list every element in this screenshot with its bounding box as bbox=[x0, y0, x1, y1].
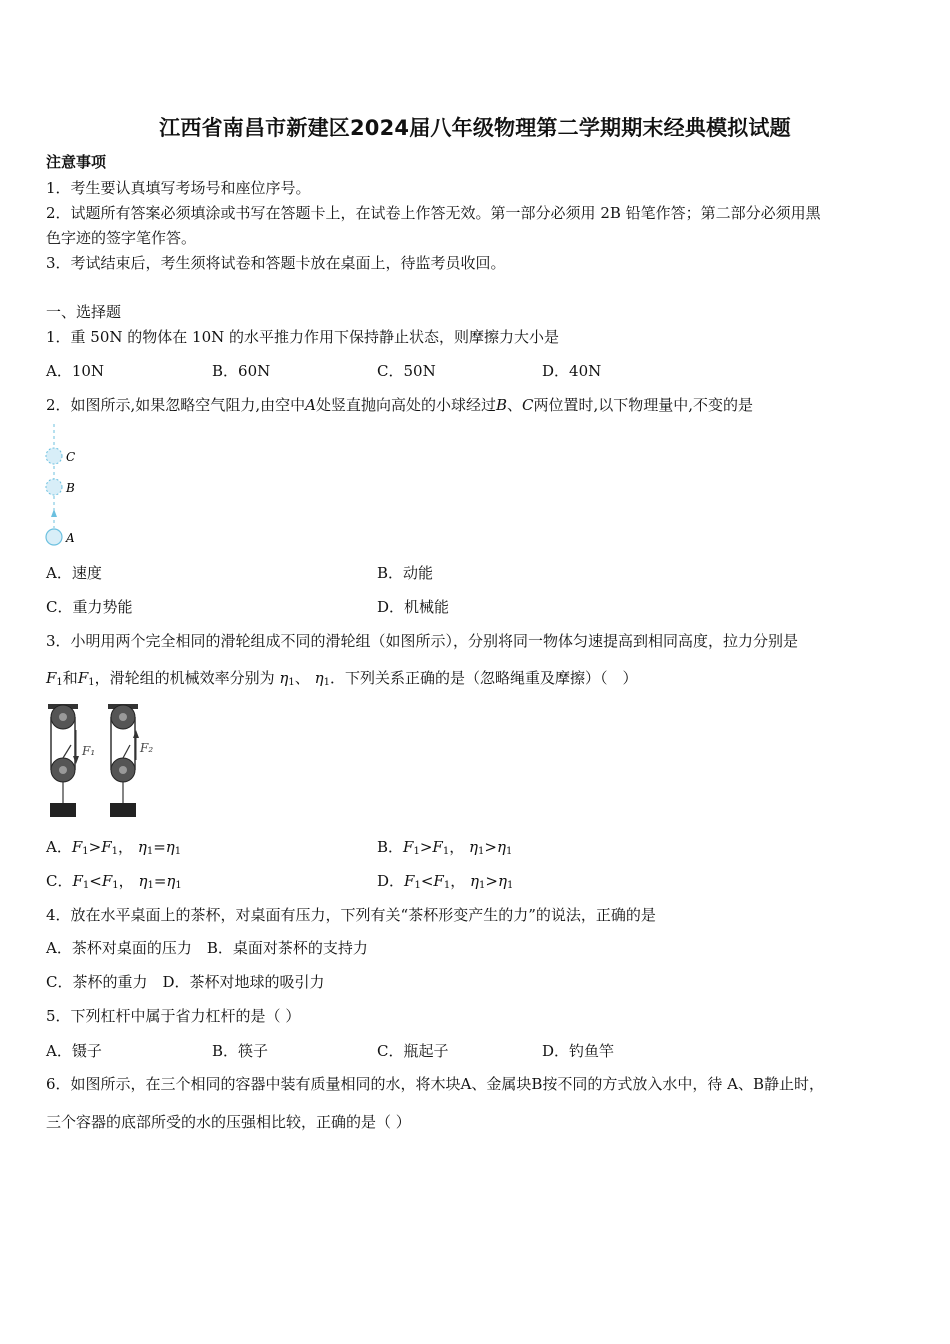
q3-opt-d-f1: F bbox=[404, 872, 415, 890]
q5-option-b: B．筷子 bbox=[212, 1042, 269, 1060]
q6-stem-line2: 三个容器的底部所受的水的压强相比较，正确的是（ ） bbox=[46, 1113, 411, 1131]
q3-opt-c-eta2-sub: 1 bbox=[175, 880, 182, 891]
q3-opt-a-eta2: η bbox=[165, 838, 175, 856]
q3-opt-d-eta1-sub: 1 bbox=[479, 880, 486, 891]
q3-eta1-sub: 1 bbox=[288, 677, 295, 688]
q3-opt-a-f1: F bbox=[71, 838, 83, 856]
q3-opt-a-rel1: > bbox=[88, 838, 102, 856]
q3-opt-c-f1: F bbox=[72, 872, 83, 890]
q3-opt-d-eta1: η bbox=[470, 872, 479, 890]
q4-stem: 4．放在水平桌面上的茶杯，对桌面有压力，下列有关“茶杯形变产生的力”的说法，正确的是 bbox=[46, 906, 656, 924]
q3-opt-d-f1-sub: 1 bbox=[414, 880, 421, 891]
q3-opt-b-f1: F bbox=[403, 838, 414, 856]
q3-opt-c-rel2: = bbox=[153, 872, 167, 890]
q3-opt-a-f2: F bbox=[101, 838, 112, 856]
q3-opt-b-rel2: > bbox=[484, 838, 497, 856]
notice-item-2: 2．试题所有答案必须填涂或书写在答题卡上，在试卷上作答无效。第一部分必须用 2B 铅笔作答；第二部分必须用黑 bbox=[46, 204, 821, 222]
q2-ball-figure bbox=[40, 420, 100, 550]
q3-stem-line2 bbox=[46, 668, 637, 693]
q3-eta1: η bbox=[279, 669, 289, 687]
fig-label-c: C bbox=[66, 450, 76, 464]
q3-opt-c-f2: F bbox=[101, 872, 113, 890]
q4-options-line1: A．茶杯对桌面的压力 B．桌面对茶杯的支持力 bbox=[46, 939, 368, 957]
section-heading: 一、选择题 bbox=[46, 303, 122, 321]
q3-opt-c-f1-sub: 1 bbox=[82, 880, 90, 891]
q3-opt-b-label: B． bbox=[377, 838, 404, 856]
q2-stem-prefix: 2．如图所示,如果忽略空气阻力,由空中 bbox=[46, 396, 306, 414]
q2-stem-mid: 处竖直抛向高处的小球经过 bbox=[315, 396, 496, 414]
q3-eta2-sub: 1 bbox=[323, 677, 330, 688]
q3-opt-d-f2-sub: 1 bbox=[443, 880, 451, 891]
q3-stem-line1: 3．小明用两个完全相同的滑轮组成不同的滑轮组（如图所示），分别将同一物体匀速提高到相同高度，拉力分别是 bbox=[46, 632, 799, 650]
q3-f2: F bbox=[77, 669, 89, 687]
q3-opt-b-eta1: η bbox=[469, 838, 478, 856]
notice-heading: 注意事项 bbox=[46, 153, 107, 171]
q3-f1: F bbox=[46, 669, 57, 687]
q2-option-d: D．机械能 bbox=[377, 598, 450, 616]
q3-opt-b-f2: F bbox=[432, 838, 443, 856]
q3-opt-a-rel2: = bbox=[153, 838, 166, 856]
q3-comma: 、 bbox=[294, 669, 310, 687]
q3-option-a bbox=[46, 837, 181, 862]
q3-opt-d-eta2-sub: 1 bbox=[506, 880, 514, 891]
q4-options-line2: C．茶杯的重力 D．茶杯对地球的吸引力 bbox=[46, 973, 325, 991]
q3-opt-a-eta1: η bbox=[137, 838, 147, 856]
q2-point-a: A bbox=[305, 396, 316, 414]
q1-option-c: C．50N bbox=[377, 362, 436, 380]
q3-opt-c-eta1: η bbox=[138, 872, 148, 890]
q3-option-d bbox=[377, 871, 513, 896]
q3-opt-b-eta2: η bbox=[496, 838, 506, 856]
notice-item-1: 1．考生要认真填写考场号和座位序号。 bbox=[46, 179, 311, 197]
q1-option-a: A．10N bbox=[46, 362, 105, 380]
q3-opt-b-f1-sub: 1 bbox=[413, 846, 420, 857]
q2-option-c: C．重力势能 bbox=[46, 598, 133, 616]
q2-stem bbox=[46, 395, 753, 415]
q3-opt-d-rel2: > bbox=[485, 872, 498, 890]
q2-option-a: A．速度 bbox=[46, 564, 102, 582]
q3-opt-c-rel1: < bbox=[89, 872, 102, 890]
q3-opt-a-f2-sub: 1 bbox=[111, 846, 119, 857]
q2-option-b: B．动能 bbox=[377, 564, 434, 582]
q3-and: 和 bbox=[62, 669, 78, 687]
fig-label-a: A bbox=[66, 531, 75, 545]
q3-option-c bbox=[46, 871, 182, 896]
q3-opt-b-eta1-sub: 1 bbox=[478, 846, 485, 857]
q3-opt-d-eta2: η bbox=[497, 872, 507, 890]
q3-f2-sub: 1 bbox=[88, 677, 95, 688]
q2-point-b: B bbox=[495, 396, 507, 414]
q3-f1-sub: 1 bbox=[56, 677, 63, 688]
notice-item-2-cont: 色字迹的签字笔作答。 bbox=[46, 229, 197, 247]
q2-stem-suffix: 两位置时,以下物理量中,不变的是 bbox=[533, 396, 754, 414]
fig-label-f1: F₁ bbox=[82, 744, 96, 758]
q2-sep: 、 bbox=[506, 396, 522, 414]
q3-opt-c-sep: ， bbox=[118, 872, 134, 890]
q3-text-mid: ，滑轮组的机械效率分别为 bbox=[94, 669, 275, 687]
fig-label-f2: F₂ bbox=[140, 741, 154, 755]
q3-opt-c-f2-sub: 1 bbox=[112, 880, 119, 891]
q3-opt-d-rel1: < bbox=[420, 872, 434, 890]
q5-option-c: C．瓶起子 bbox=[377, 1042, 449, 1060]
q3-opt-d-sep: ， bbox=[450, 872, 466, 890]
q3-opt-b-f2-sub: 1 bbox=[442, 846, 450, 857]
q3-opt-a-label: A． bbox=[46, 838, 72, 856]
q3-opt-c-eta1-sub: 1 bbox=[147, 880, 154, 891]
fig-label-b: B bbox=[66, 481, 75, 495]
q3-opt-a-eta2-sub: 1 bbox=[174, 846, 182, 857]
q2-point-c: C bbox=[522, 396, 534, 414]
q3-option-b bbox=[377, 837, 512, 862]
q3-text-end: ．下列关系正确的是（忽略绳重及摩擦）（ ） bbox=[329, 669, 638, 687]
q5-option-a: A．镊子 bbox=[46, 1042, 102, 1060]
notice-item-3: 3．考试结束后，考生须将试卷和答题卡放在桌面上，待监考员收回。 bbox=[46, 254, 506, 272]
q3-opt-d-label: D． bbox=[377, 872, 405, 890]
q3-opt-a-f1-sub: 1 bbox=[82, 846, 89, 857]
q3-opt-b-eta2-sub: 1 bbox=[505, 846, 513, 857]
q5-option-d: D．钓鱼竿 bbox=[542, 1042, 615, 1060]
q3-pulley-figure bbox=[40, 700, 170, 822]
q3-opt-a-sep: ， bbox=[118, 838, 134, 856]
q3-opt-d-f2: F bbox=[433, 872, 444, 890]
q3-opt-b-rel1: > bbox=[419, 838, 433, 856]
q3-opt-c-label: C． bbox=[46, 872, 73, 890]
q1-option-d: D．40N bbox=[542, 362, 602, 380]
q1-stem: 1．重 50N 的物体在 10N 的水平推力作用下保持静止状态，则摩擦力大小是 bbox=[46, 328, 560, 346]
q3-opt-a-eta1-sub: 1 bbox=[146, 846, 154, 857]
q6-stem-line1: 6．如图所示，在三个相同的容器中装有质量相同的水，将木块A、金属块B按不同的方式放入水中，待 A、B静止时， bbox=[46, 1075, 825, 1093]
q3-opt-b-sep: ， bbox=[449, 838, 465, 856]
q5-stem: 5．下列杠杆中属于省力杠杆的是（ ） bbox=[46, 1007, 301, 1025]
q3-eta2: η bbox=[314, 669, 324, 687]
page-title: 江西省南昌市新建区2024届八年级物理第二学期期末经典模拟试题 bbox=[159, 116, 791, 140]
q3-opt-c-eta2: η bbox=[166, 872, 176, 890]
q1-option-b: B．60N bbox=[212, 362, 271, 380]
